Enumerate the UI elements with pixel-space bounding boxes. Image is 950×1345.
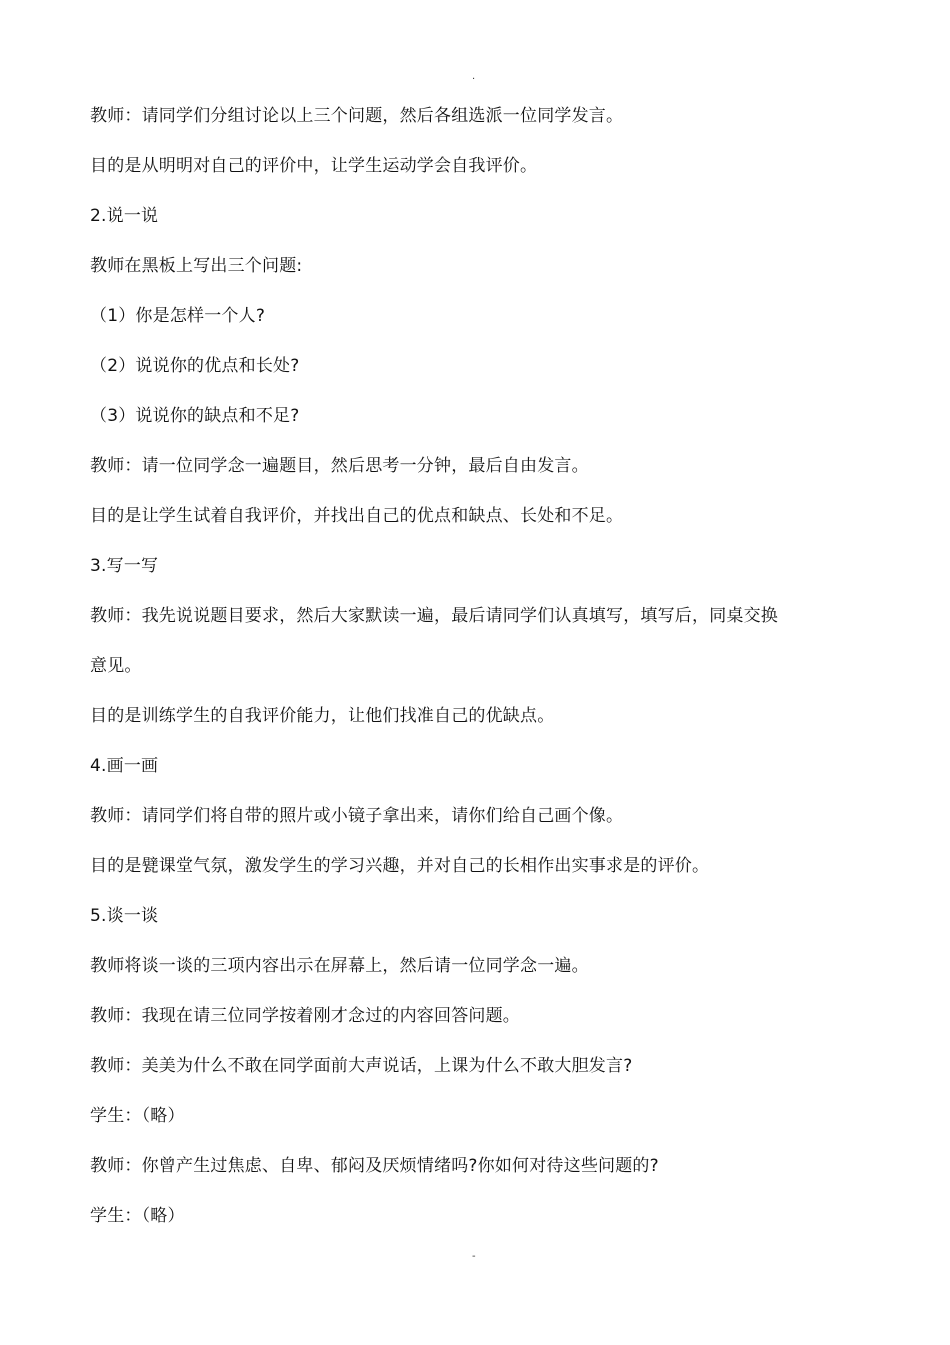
teacher-instruction-read-question: 教师：请一位同学念一遍题目，然后思考一分钟，最后自由发言。 <box>90 456 589 476</box>
student-response-1: 学生：（略） <box>90 1106 185 1126</box>
teacher-shows-content: 教师将谈一谈的三项内容出示在屏幕上，然后请一位同学念一遍。 <box>90 956 589 976</box>
teacher-writes-questions: 教师在黑板上写出三个问题: <box>90 256 303 276</box>
goal-find-strengths-weaknesses: 目的是让学生试着自我评价，并找出自己的优点和缺点、长处和不足。 <box>90 506 624 526</box>
section-heading-hua-yi-hua: 4.画一画 <box>90 756 159 776</box>
document-body <box>90 104 830 1254</box>
teacher-question-meimei: 教师：美美为什么不敢在同学面前大声说话，上课为什么不敢大胆发言? <box>90 1056 633 1076</box>
teacher-question-emotions: 教师：你曾产生过焦虑、自卑、郁闷及厌烦情绪吗?你如何对待这些问题的? <box>90 1156 659 1176</box>
teacher-instruction-self-portrait: 教师：请同学们将自带的照片或小镜子拿出来，请你们给自己画个像。 <box>90 806 624 826</box>
section-heading-tan-yi-tan: 5.谈一谈 <box>90 906 159 926</box>
question-1: （1）你是怎样一个人? <box>90 306 266 326</box>
question-2: （2）说说你的优点和长处? <box>90 356 300 376</box>
question-3: （3）说说你的缺点和不足? <box>90 406 300 426</box>
teacher-instruction-group-discussion: 教师：请同学们分组讨论以上三个问题，然后各组选派一位同学发言。 <box>90 106 624 126</box>
section-heading-shuo-yi-shuo: 2.说一说 <box>90 206 159 226</box>
teacher-instruction-fill-in: 教师：我先说说题目要求，然后大家默读一遍，最后请同学们认真填写，填写后，同桌交换 <box>90 606 778 626</box>
goal-class-atmosphere: 目的是甓课堂气氛，激发学生的学习兴趣，并对自己的长相作出实事求是的评价。 <box>90 856 710 876</box>
bottom-page-mark: - <box>472 1251 476 1262</box>
goal-evaluation-ability: 目的是训练学生的自我评价能力，让他们找准自己的优缺点。 <box>90 706 555 726</box>
teacher-instruction-fill-in-continued: 意见。 <box>90 656 142 676</box>
student-response-2: 学生：（略） <box>90 1206 185 1226</box>
top-page-mark: . <box>472 71 476 82</box>
teacher-asks-students: 教师：我现在请三位同学按着刚才念过的内容回答问题。 <box>90 1006 520 1026</box>
section-heading-xie-yi-xie: 3.写一写 <box>90 556 159 576</box>
goal-self-evaluation: 目的是从明明对自己的评价中，让学生运动学会自我评价。 <box>90 156 538 176</box>
